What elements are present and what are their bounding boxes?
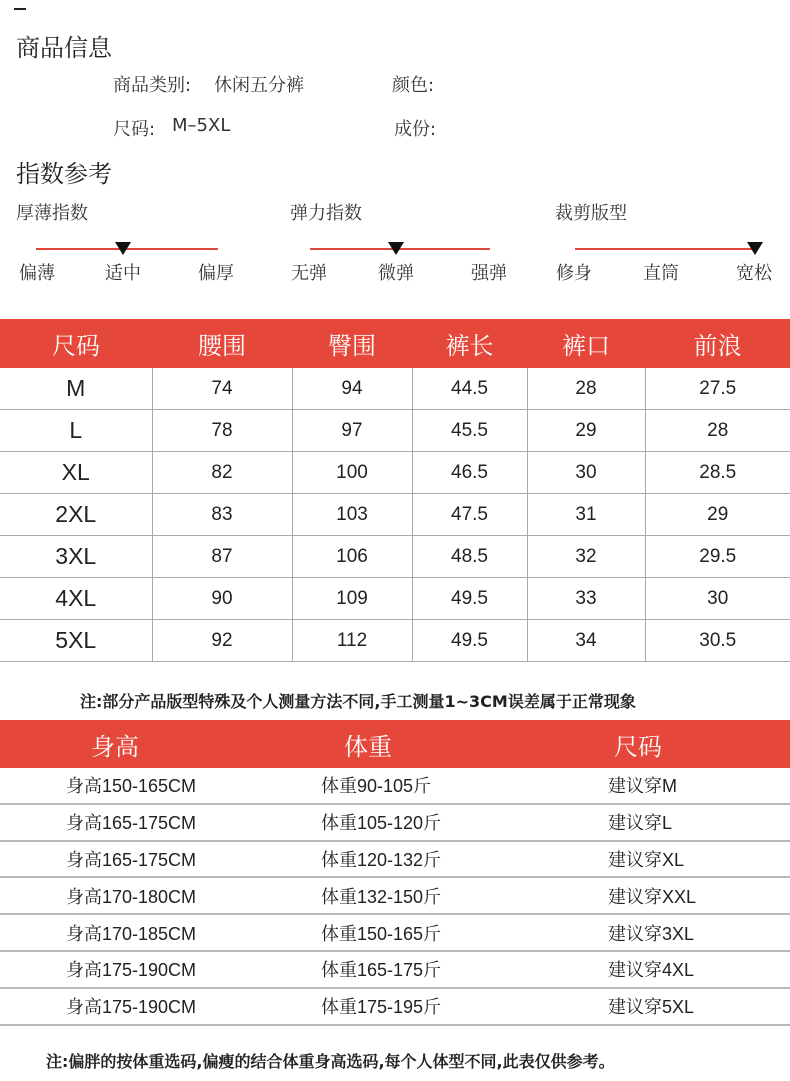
product-info-title: 商品信息 [16, 34, 112, 62]
table-cell: 103 [292, 494, 412, 536]
size-table [0, 368, 790, 662]
weight-range: 体重132-150斤 [321, 886, 442, 907]
table-cell: 97 [292, 410, 412, 452]
recommended-size: 建议穿XL [608, 849, 685, 870]
weight-range: 体重175-195斤 [321, 997, 442, 1018]
height-range: 身高165-175CM [66, 813, 197, 834]
category-label: 商品类别: [113, 75, 192, 96]
table-cell: XL [0, 452, 152, 494]
table-cell: 44.5 [412, 368, 527, 410]
recommended-size: 建议穿XXL [608, 886, 697, 907]
cut-fit-label: 裁剪版型 [555, 203, 627, 224]
table-cell: 29 [527, 410, 645, 452]
thickness-index-label: 厚薄指数 [16, 203, 88, 224]
header-hip: 臀围 [328, 332, 376, 360]
cut-fit-tick-loose: 宽松 [736, 263, 772, 284]
table-cell: 4XL [0, 578, 152, 620]
cut-fit-tick-straight: 直筒 [643, 263, 679, 284]
index-title: 指数参考 [16, 160, 112, 188]
table-cell: 49.5 [412, 620, 527, 662]
table-row [0, 494, 790, 536]
table-cell: 33 [527, 578, 645, 620]
table-row [0, 452, 790, 494]
list-item [0, 768, 790, 805]
list-item [0, 989, 790, 1026]
table-cell: 92 [152, 620, 292, 662]
recommended-size: 建议穿M [608, 776, 677, 797]
recommended-size: 建议穿3XL [608, 923, 695, 944]
table-cell: M [0, 368, 152, 410]
height-range: 身高170-185CM [66, 923, 197, 944]
cut-fit-indicator-icon [747, 242, 763, 255]
table-cell: 94 [292, 368, 412, 410]
material-label: 成份: [394, 119, 437, 140]
table-cell: 29 [645, 494, 790, 536]
table-cell: 31 [527, 494, 645, 536]
table-cell: 5XL [0, 620, 152, 662]
table-cell: 83 [152, 494, 292, 536]
table-cell: 28 [645, 410, 790, 452]
header-recommended-size: 尺码 [614, 732, 662, 761]
table-cell: 45.5 [412, 410, 527, 452]
top-dash [14, 8, 26, 10]
header-leg-opening: 裤口 [562, 332, 610, 360]
table-cell: 87 [152, 536, 292, 578]
height-range: 身高165-175CM [66, 849, 197, 870]
recommended-size: 建议穿L [608, 813, 673, 834]
recommend-table-header [0, 720, 790, 768]
weight-range: 体重105-120斤 [321, 813, 442, 834]
thickness-indicator-icon [115, 242, 131, 255]
table-cell: L [0, 410, 152, 452]
height-range: 身高150-165CM [66, 776, 197, 797]
table-cell: 28 [527, 368, 645, 410]
header-height: 身高 [91, 732, 139, 761]
table-cell: 27.5 [645, 368, 790, 410]
table-cell: 46.5 [412, 452, 527, 494]
weight-range: 体重165-175斤 [321, 960, 442, 981]
height-range: 身高170-180CM [66, 886, 197, 907]
elasticity-index-label: 弹力指数 [290, 203, 362, 224]
elasticity-tick-strong: 强弹 [471, 263, 507, 284]
table-cell: 100 [292, 452, 412, 494]
table-cell: 32 [527, 536, 645, 578]
table-row [0, 620, 790, 662]
header-weight: 体重 [344, 732, 392, 761]
size-range-label: 尺码: [113, 119, 156, 140]
table-cell: 109 [292, 578, 412, 620]
header-front-rise: 前浪 [693, 332, 742, 360]
table-cell: 82 [152, 452, 292, 494]
height-range: 身高175-190CM [66, 997, 197, 1018]
elasticity-indicator-icon [388, 242, 404, 255]
size-range-value: M–5XL [172, 115, 231, 136]
recommended-size: 建议穿4XL [608, 960, 695, 981]
table-cell: 30 [527, 452, 645, 494]
table-cell: 28.5 [645, 452, 790, 494]
list-item [0, 952, 790, 989]
list-item [0, 915, 790, 952]
height-range: 身高175-190CM [66, 960, 197, 981]
thickness-tick-medium: 适中 [105, 263, 141, 284]
table-cell: 30 [645, 578, 790, 620]
table-cell: 48.5 [412, 536, 527, 578]
table-cell: 112 [292, 620, 412, 662]
cut-fit-tick-slim: 修身 [556, 263, 592, 284]
measurement-note: 注:部分产品版型特殊及个人测量方法不同,手工测量1~3CM误差属于正常现象 [80, 692, 636, 711]
header-size: 尺码 [52, 332, 100, 360]
table-row [0, 368, 790, 410]
thickness-tick-thin: 偏薄 [19, 263, 55, 284]
table-row [0, 536, 790, 578]
table-cell: 49.5 [412, 578, 527, 620]
table-cell: 74 [152, 368, 292, 410]
list-item [0, 842, 790, 879]
table-cell: 3XL [0, 536, 152, 578]
color-label: 颜色: [392, 75, 435, 96]
header-length: 裤长 [445, 332, 494, 360]
recommended-size: 建议穿5XL [608, 997, 695, 1018]
table-cell: 29.5 [645, 536, 790, 578]
size-table-header [0, 319, 790, 368]
header-waist: 腰围 [198, 332, 246, 360]
table-cell: 34 [527, 620, 645, 662]
category-value: 休闲五分裤 [214, 75, 304, 96]
weight-range: 体重90-105斤 [321, 776, 432, 797]
fit-advice-note: 注:偏胖的按体重选码,偏瘦的结合体重身高选码,每个人体型不同,此表仅供参考。 [46, 1052, 615, 1071]
weight-range: 体重120-132斤 [321, 849, 442, 870]
elasticity-tick-slight: 微弹 [378, 263, 414, 284]
list-item [0, 805, 790, 842]
table-row [0, 410, 790, 452]
table-cell: 2XL [0, 494, 152, 536]
table-cell: 90 [152, 578, 292, 620]
table-cell: 106 [292, 536, 412, 578]
recommend-table [0, 768, 790, 1026]
table-cell: 47.5 [412, 494, 527, 536]
thickness-tick-thick: 偏厚 [198, 263, 234, 284]
cut-fit-scale-line [575, 248, 757, 250]
list-item [0, 878, 790, 915]
table-cell: 30.5 [645, 620, 790, 662]
table-cell: 78 [152, 410, 292, 452]
elasticity-tick-none: 无弹 [291, 263, 327, 284]
table-row [0, 578, 790, 620]
weight-range: 体重150-165斤 [321, 923, 442, 944]
